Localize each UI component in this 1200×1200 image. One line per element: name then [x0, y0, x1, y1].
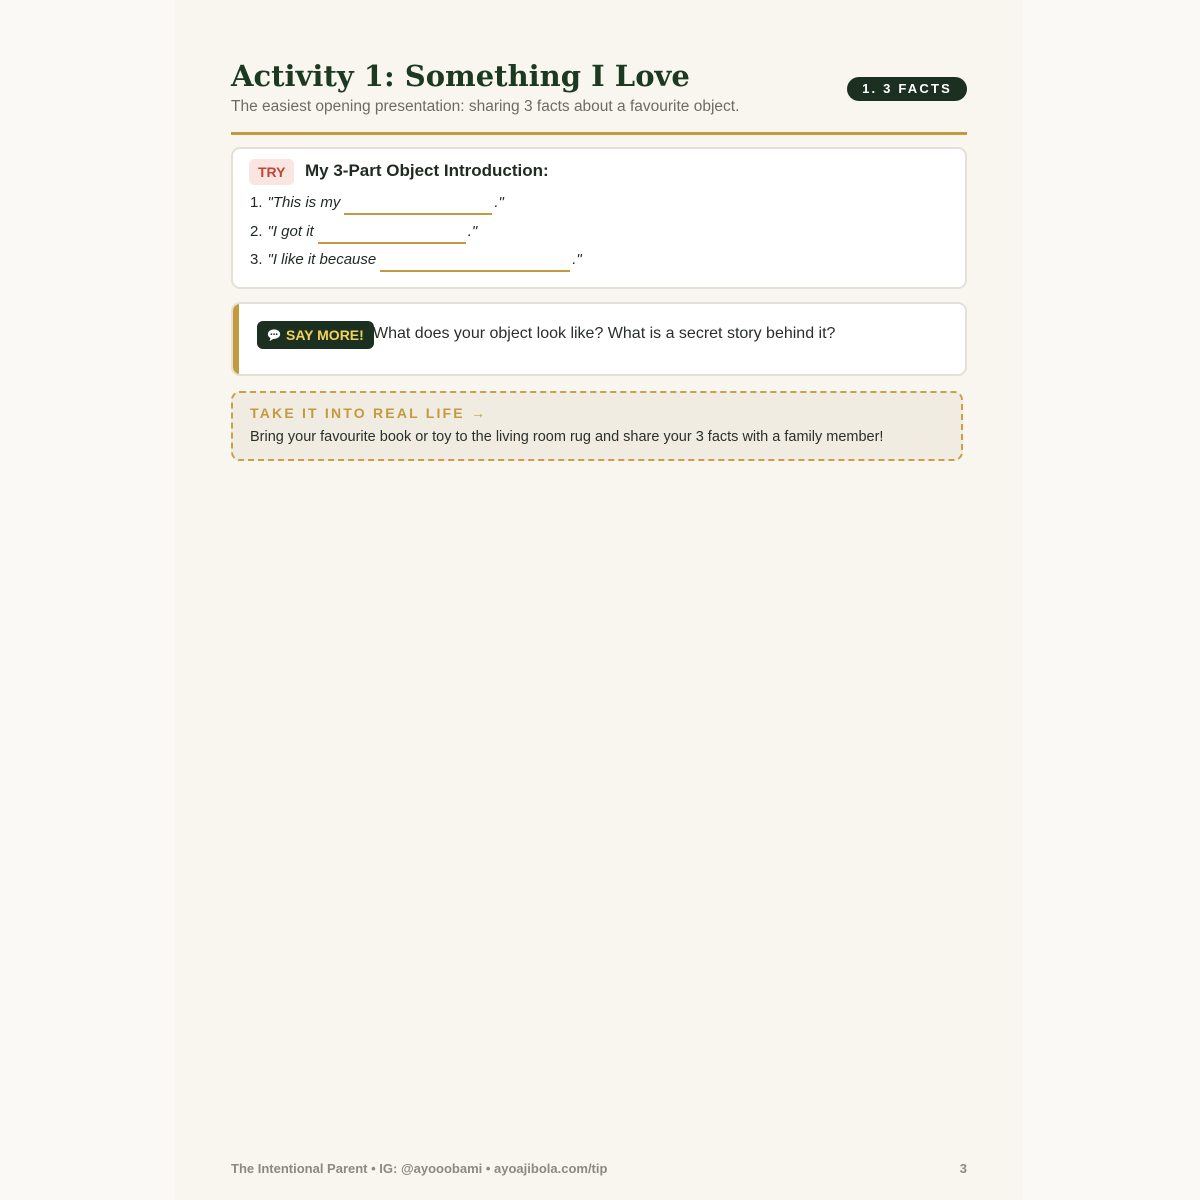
try-card — [231, 147, 967, 289]
page-title: Activity 1: Something I Love — [231, 59, 690, 93]
prompt-end: ." — [494, 194, 504, 211]
page-subtitle: The easiest opening presentation: sharing 3 facts about a favourite object. — [231, 98, 740, 115]
prompt-line-3 — [250, 248, 582, 272]
speech-bubble-icon — [267, 328, 281, 342]
page-content — [231, 56, 967, 445]
try-badge: TRY — [249, 159, 294, 185]
fill-in-blank[interactable] — [380, 250, 570, 272]
fill-in-blank[interactable] — [344, 193, 492, 215]
prompt-number: 2. — [250, 223, 263, 240]
say-more-badge — [257, 321, 374, 349]
say-more-card — [231, 302, 967, 376]
real-life-card — [231, 391, 963, 461]
prompt-number: 3. — [250, 251, 263, 268]
prompt-text: "I like it because — [267, 251, 377, 268]
prompt-end: ." — [572, 251, 582, 268]
prompt-line-2 — [250, 220, 477, 244]
footer-credits: The Intentional Parent • IG: @ayooobami • ayoajibola.com/tip — [231, 1161, 608, 1176]
prompt-text: "I got it — [267, 223, 314, 240]
worksheet-page — [175, 0, 1023, 1200]
section-pill: 1. 3 FACTS — [847, 77, 967, 101]
page-number: 3 — [959, 1161, 967, 1176]
fill-in-blank[interactable] — [318, 222, 466, 244]
activity-header — [231, 56, 967, 135]
prompt-line-1 — [250, 191, 504, 215]
real-life-text: Bring your favourite book or toy to the living room rug and share your 3 facts with a family member! — [250, 429, 884, 445]
say-more-label: SAY MORE! — [286, 327, 364, 343]
try-heading: My 3-Part Object Introduction: — [305, 161, 549, 180]
prompt-end: ." — [467, 223, 478, 240]
real-life-label: TAKE IT INTO REAL LIFE → — [250, 405, 488, 421]
prompt-text: "This is my — [267, 194, 341, 211]
accent-bar — [233, 304, 239, 374]
prompt-number: 1. — [250, 194, 263, 211]
say-more-text: What does your object look like? What is a secret story behind it? — [373, 325, 836, 342]
